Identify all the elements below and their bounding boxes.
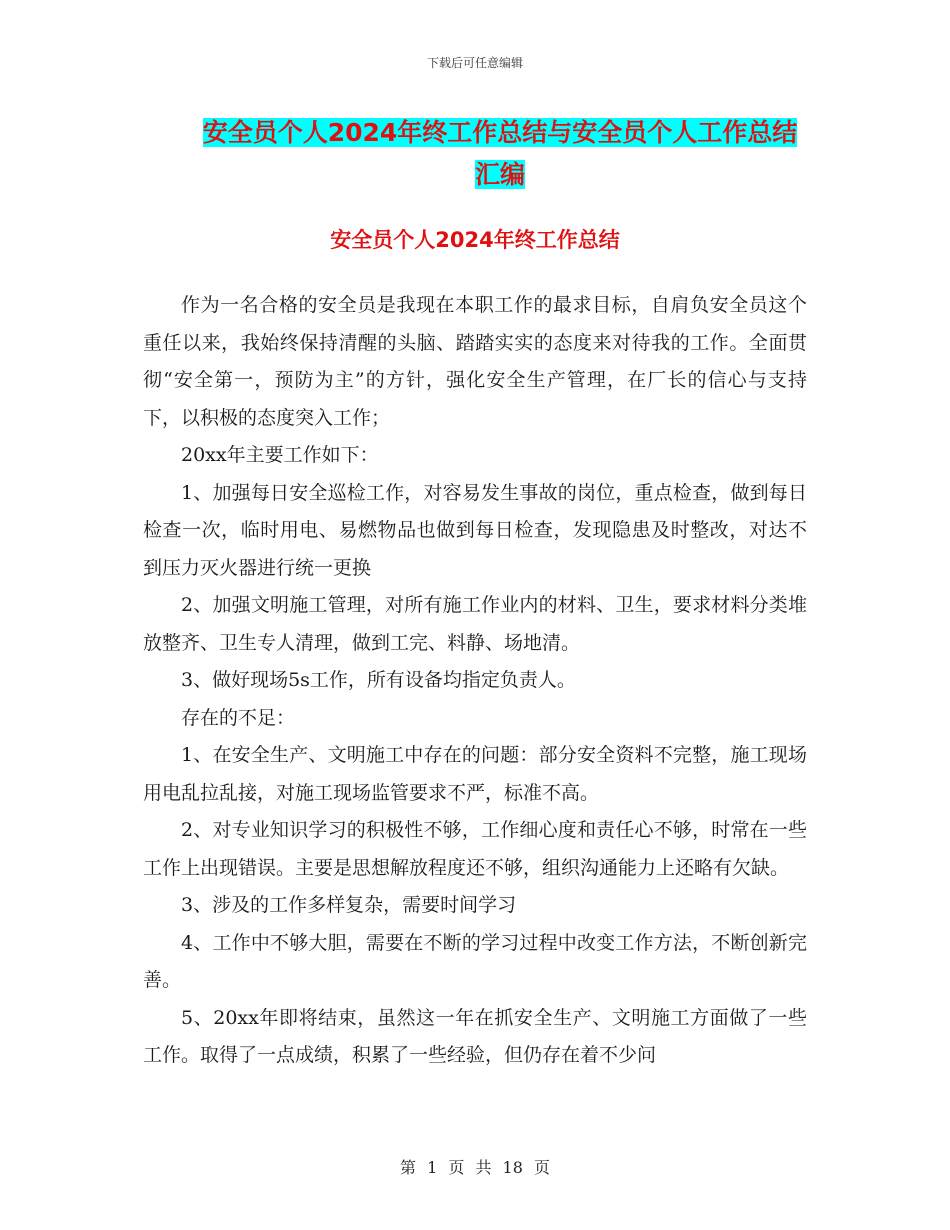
paragraph: 5、20xx年即将结束，虽然这一年在抓安全生产、文明施工方面做了一些工作。取得了一点成绩，积累了一些经验，但仍存在着不少问 [143,1006,807,1066]
paragraph: 3、涉及的工作多样复杂，需要时间学习 [181,894,517,916]
paragraph: 存在的不足： [181,706,296,729]
paragraph: 1、在安全生产、文明施工中存在的问题：部分安全资料不完整，施工现场用电乱拉乱接，对施工现场监管要求不严，标准不高。 [143,744,807,804]
paragraph: 20xx年主要工作如下： [181,444,379,466]
paragraph: 2、对专业知识学习的积极性不够，工作细心度和责任心不够，时常在一些工作上出现错误。主要是思想解放程度还不够，组织沟通能力上还略有欠缺。 [143,819,807,879]
paragraph: 3、做好现场5s工作，所有设备均指定负责人。 [181,669,576,691]
page-footer: 第 1 页 共 18 页 [400,1158,550,1177]
body-text [143,287,807,1075]
section-title: 安全员个人2024年终工作总结 [330,228,620,252]
paragraph: 2、加强文明施工管理，对所有施工作业内的材料、卫生，要求材料分类堆放整齐、卫生专人清理，做到工完、料静、场地清。 [143,594,807,654]
title-line-1: 安全员个人2024年终工作总结与安全员个人工作总结 [202,118,798,147]
title-line-2: 汇编 [474,160,525,189]
paragraph: 作为一名合格的安全员是我现在本职工作的最求目标，自肩负安全员这个重任以来，我始终保持清醒的头脑、踏踏实实的态度来对待我的工作。全面贯彻“安全第一，预防为主”的方针，强化安全生产管理，在厂长的信心与支持下，以积极的态度突入工作； [143,294,807,429]
paragraph: 4、工作中不够大胆，需要在不断的学习过程中改变工作方法，不断创新完善。 [143,931,807,991]
document-title [140,112,860,196]
paragraph: 1、加强每日安全巡检工作，对容易发生事故的岗位，重点检查，做到每日检查一次，临时用电、易燃物品也做到每日检查，发现隐患及时整改，对达不到压力灭火器进行统一更换 [143,481,807,579]
header-note: 下载后可任意编辑 [426,56,523,70]
